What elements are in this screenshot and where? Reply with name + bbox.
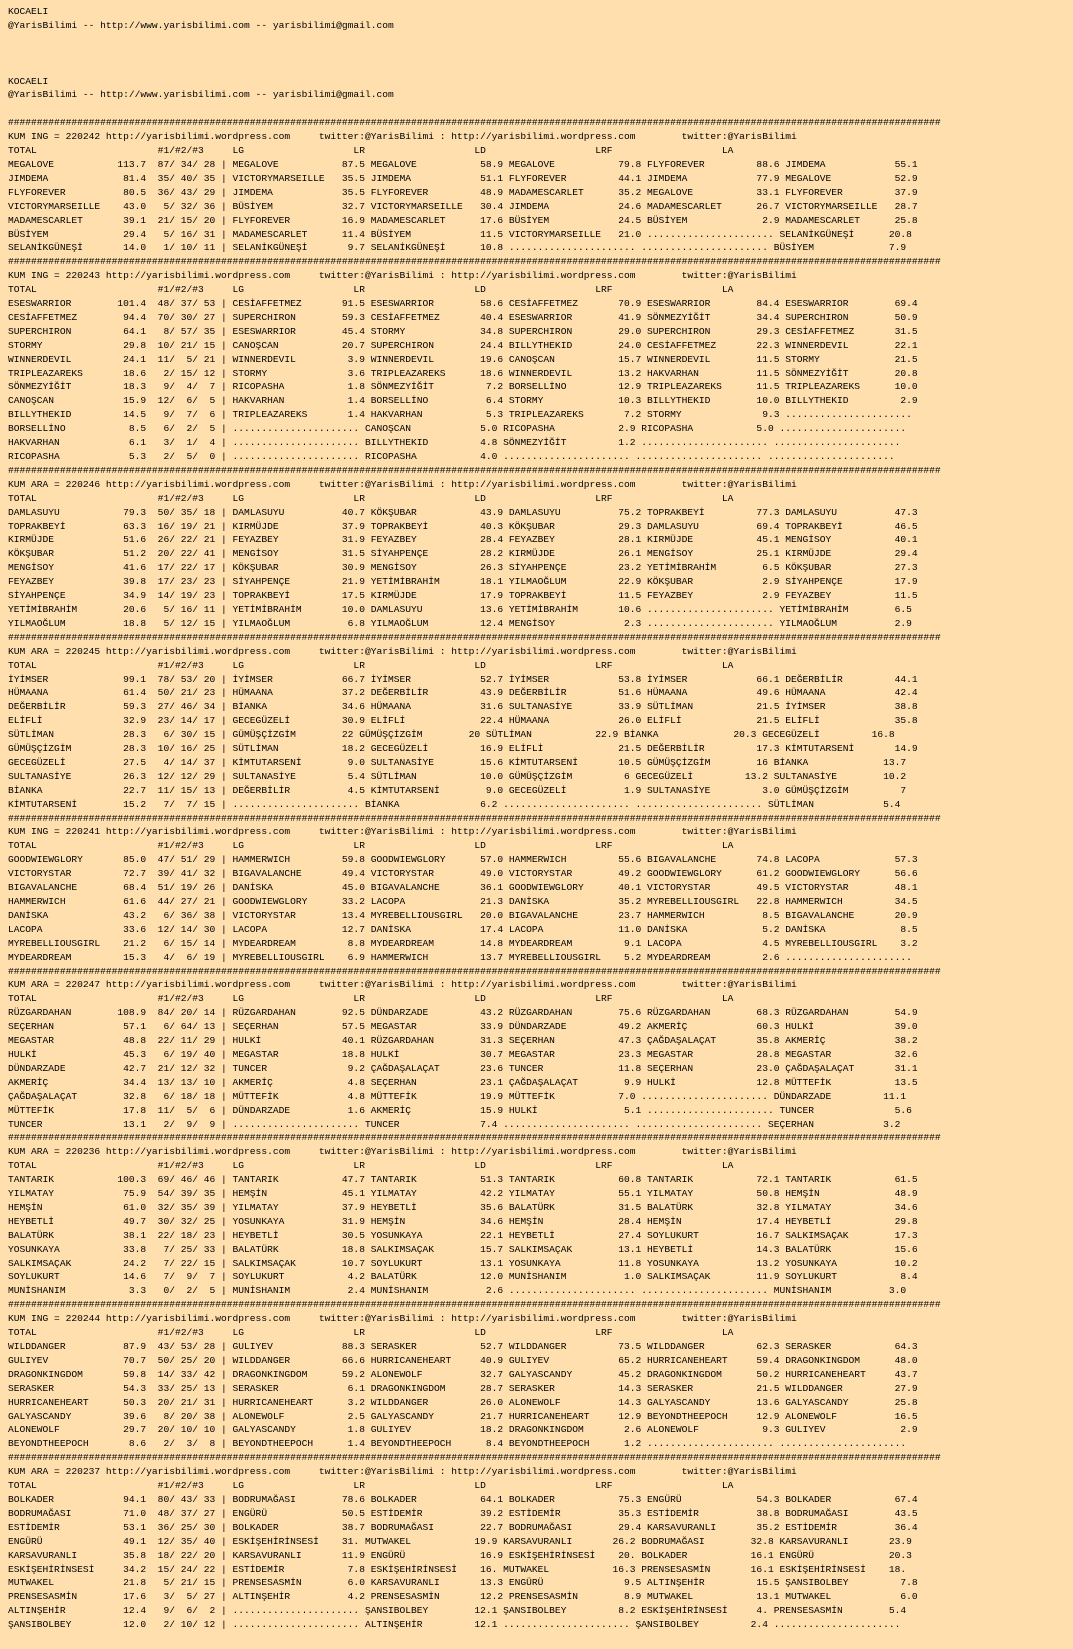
- result-row: STORMY 29.8 10/ 21/ 15 | CANOŞCAN 20.7 SUPERCHIRON 24.4 BILLYTHEKID 24.0 CESİAFFETMEZ 22.3 WINNERDEVIL 22.1: [8, 339, 918, 351]
- page-title: KOCAELI: [8, 75, 49, 87]
- race-header: KUM ING = 220243 http://yarisbilimi.wordpress.com twitter:@YarisBilimi : http://yarisbilimi.wordpress.com twitter:@YarisBilimi: [8, 270, 797, 282]
- result-row: MUTWAKEL 21.8 5/ 21/ 15 | PRENSESASMİN 6.0 KARSAVURANLI 13.3 ENGÜRÜ 9.5 ALTINŞEHİR 15.5 ŞANSIBOLBEY 7.8: [8, 1577, 918, 1589]
- section-divider: ##################################################################################################################################################################: [8, 1299, 941, 1311]
- section-divider: ##################################################################################################################################################################: [8, 256, 941, 268]
- race-header: KUM ING = 220242 http://yarisbilimi.wordpress.com twitter:@YarisBilimi : http://yarisbilimi.wordpress.com twitter:@YarisBilimi: [8, 131, 797, 143]
- result-row: SÖNMEZYİĞİT 18.3 9/ 4/ 7 | RICOPASHA 1.8 SÖNMEZYİĞİT 7.2 BORSELLİNO 12.9 TRIPLEAZAREKS 11.5 TRIPLEAZAREKS 10.0: [8, 381, 918, 393]
- result-row: BOLKADER 94.1 80/ 43/ 33 | BODRUMAĞASI 78.6 BOLKADER 64.1 BOLKADER 75.3 ENGÜRÜ 54.3 BOLKADER 67.4: [8, 1493, 918, 1505]
- result-row: ESESWARRIOR 101.4 48/ 37/ 53 | CESİAFFETMEZ 91.5 ESESWARRIOR 58.6 CESİAFFETMEZ 70.9 ESESWARRIOR 84.4 ESESWARRIOR 69.4: [8, 298, 918, 310]
- result-row: LACOPA 33.6 12/ 14/ 30 | LACOPA 12.7 DANİSKA 17.4 LACOPA 11.0 DANİSKA 5.2 DANİSKA 8.5: [8, 923, 918, 935]
- result-row: RICOPASHA 5.3 2/ 5/ 0 | ...................... RICOPASHA 4.0 ...................... ...................... ......................: [8, 451, 895, 462]
- result-row: HEMŞİN 61.0 32/ 35/ 39 | YILMATAY 37.9 HEYBETLİ 35.6 BALATÜRK 31.5 BALATÜRK 32.8 YILMATAY 34.6: [8, 1201, 918, 1213]
- result-row: JIMDEMA 81.4 35/ 40/ 35 | VICTORYMARSEILLE 35.5 JIMDEMA 51.1 FLYFOREVER 44.1 JIMDEMA 77.9 MEGALOVE 52.9: [8, 172, 918, 184]
- result-row: FEYAZBEY 39.8 17/ 23/ 23 | SİYAHPENÇE 21.9 YETİMİBRAHİM 18.1 YILMAOĞLUM 22.9 KÖKŞUBAR 2.9 SİYAHPENÇE 17.9: [8, 576, 918, 588]
- section-divider: ##################################################################################################################################################################: [8, 1452, 941, 1464]
- result-row: HEYBETLİ 49.7 30/ 32/ 25 | YOSUNKAYA 31.9 HEMŞİN 34.6 HEMŞİN 28.4 HEMŞİN 17.4 HEYBETLİ 29.8: [8, 1215, 918, 1227]
- result-row: BORSELLİNO 8.5 6/ 2/ 5 | ...................... CANOŞCAN 5.0 RICOPASHA 2.9 RICOPASHA 5.0 ......................: [8, 423, 907, 435]
- contact-line: @YarisBilimi -- http://www.yarisbilimi.com -- yarisbilimi@gmail.com: [8, 89, 394, 101]
- result-row: SÜTLİMAN 28.3 6/ 30/ 15 | GÜMÜŞÇİZGİM 22 GÜMÜŞÇİZGİM 20 SÜTLİMAN 22.9 BİANKA 20.3 GECEGÜZELİ 16.8: [8, 729, 895, 741]
- result-row: TUNCER 13.1 2/ 9/ 9 | ...................... TUNCER 7.4 ...................... ...................... SEÇERHAN 3.2: [8, 1118, 901, 1130]
- result-row: MUNİSHANIM 3.3 0/ 2/ 5 | MUNİSHANIM 2.4 MUNİSHANIM 2.6 ...................... ...................... MUNİSHANIM 3.0: [8, 1285, 907, 1297]
- result-row: ÇAĞDAŞALAÇAT 32.8 6/ 18/ 18 | MÜTTEFİK 4.8 MÜTTEFİK 19.9 MÜTTEFİK 7.0 ...................... DÜNDARZADE 11.1: [8, 1090, 907, 1102]
- blank-line: [8, 61, 1065, 75]
- section-divider: ##################################################################################################################################################################: [8, 464, 941, 476]
- result-row: ALTINŞEHİR 12.4 9/ 6/ 2 | ...................... ŞANSIBOLBEY 12.1 ŞANSIBOLBEY 8.2 ESKİŞEHİRİNSESİ 4. PRENSESASMİN 5.4: [8, 1605, 907, 1617]
- result-row: SELANİKGÜNEŞİ 14.0 1/ 10/ 11 | SELANİKGÜNEŞİ 9.7 SELANİKGÜNEŞİ 10.8 ...................... ...................... BÜSİYEM 7.9: [8, 242, 907, 254]
- result-row: KIRMÜJDE 51.6 26/ 22/ 21 | FEYAZBEY 31.9 FEYAZBEY 28.4 FEYAZBEY 28.1 KIRMÜJDE 45.1 MENGİSOY 40.1: [8, 534, 918, 546]
- result-row: SEÇERHAN 57.1 6/ 64/ 13 | SEÇERHAN 57.5 MEGASTAR 33.9 DÜNDARZADE 49.2 AKMERİÇ 60.3 HULKİ 39.0: [8, 1021, 918, 1033]
- race-header: KUM ARA = 220237 http://yarisbilimi.wordpress.com twitter:@YarisBilimi : http://yarisbilimi.wordpress.com twitter:@YarisBilimi: [8, 1466, 797, 1478]
- result-row: MEGASTAR 48.8 22/ 11/ 29 | HULKİ 40.1 RÜZGARDAHAN 31.3 SEÇERHAN 47.3 ÇAĞDAŞALAÇAT 35.8 AKMERİÇ 38.2: [8, 1035, 918, 1047]
- result-row: FLYFOREVER 80.5 36/ 43/ 29 | JIMDEMA 35.5 FLYFOREVER 48.9 MADAMESCARLET 35.2 MEGALOVE 33.1 FLYFOREVER 37.9: [8, 186, 918, 198]
- race-header: KUM ING = 220241 http://yarisbilimi.wordpress.com twitter:@YarisBilimi : http://yarisbilimi.wordpress.com twitter:@YarisBilimi: [8, 826, 797, 838]
- column-header-row: TOTAL #1/#2/#3 LG LR LD LRF LA: [8, 284, 734, 296]
- result-row: DÜNDARZADE 42.7 21/ 12/ 32 | TUNCER 9.2 ÇAĞDAŞALAÇAT 23.6 TUNCER 11.8 SEÇERHAN 23.0 ÇAĞDAŞALAÇAT 31.1: [8, 1062, 918, 1074]
- result-row: SUPERCHIRON 64.1 8/ 57/ 35 | ESESWARRIOR 45.4 STORMY 34.8 SUPERCHIRON 29.0 SUPERCHIRON 29.3 CESİAFFETMEZ 31.5: [8, 325, 918, 337]
- result-row: KARSAVURANLI 35.8 18/ 22/ 20 | KARSAVURANLI 11.9 ENGÜRÜ 16.9 ESKİŞEHİRİNSESİ 20. BOLKADER 16.1 ENGÜRÜ 20.3: [8, 1549, 912, 1561]
- result-row: MEGALOVE 113.7 87/ 34/ 28 | MEGALOVE 87.5 MEGALOVE 58.9 MEGALOVE 79.8 FLYFOREVER 88.6 JIMDEMA 55.1: [8, 158, 918, 170]
- section-divider: ##################################################################################################################################################################: [8, 812, 941, 824]
- result-row: ELİFLİ 32.9 23/ 14/ 17 | GECEGÜZELİ 30.9 ELİFLİ 22.4 HÜMAANA 26.0 ELİFLİ 21.5 ELİFLİ 35.8: [8, 715, 918, 727]
- result-row: HURRICANEHEART 50.3 20/ 21/ 31 | HURRICANEHEART 3.2 WILDDANGER 26.0 ALONEWOLF 14.3 GALYASCANDY 13.6 GALYASCANDY 25.8: [8, 1396, 918, 1408]
- column-header-row: TOTAL #1/#2/#3 LG LR LD LRF LA: [8, 1480, 734, 1492]
- result-row: SALKIMSAÇAK 24.2 7/ 22/ 15 | SALKIMSAÇAK 10.7 SOYLUKURT 13.1 YOSUNKAYA 11.8 YOSUNKAYA 13.2 YOSUNKAYA 10.2: [8, 1257, 918, 1269]
- column-header-row: TOTAL #1/#2/#3 LG LR LD LRF LA: [8, 993, 734, 1005]
- race-header: KUM ARA = 220247 http://yarisbilimi.wordpress.com twitter:@YarisBilimi : http://yarisbilimi.wordpress.com twitter:@YarisBilimi: [8, 979, 797, 991]
- race-header: KUM ARA = 220246 http://yarisbilimi.wordpress.com twitter:@YarisBilimi : http://yarisbilimi.wordpress.com twitter:@YarisBilimi: [8, 478, 797, 490]
- section-divider: ##################################################################################################################################################################: [8, 1132, 941, 1144]
- result-row: BALATÜRK 38.1 22/ 18/ 23 | HEYBETLİ 30.5 YOSUNKAYA 22.1 HEYBETLİ 27.4 SOYLUKURT 16.7 SALKIMSAÇAK 17.3: [8, 1229, 918, 1241]
- result-row: CANOŞCAN 15.9 12/ 6/ 5 | HAKVARHAN 1.4 BORSELLİNO 6.4 STORMY 10.3 BILLYTHEKID 10.0 BILLYTHEKID 2.9: [8, 395, 918, 407]
- contact-line: @YarisBilimi -- http://www.yarisbilimi.com -- yarisbilimi@gmail.com: [8, 19, 394, 31]
- result-row: BEYONDTHEEPOCH 8.6 2/ 3/ 8 | BEYONDTHEEPOCH 1.4 BEYONDTHEEPOCH 8.4 BEYONDTHEEPOCH 1.2 ...................... ......................: [8, 1438, 907, 1450]
- page-title: KOCAELI: [8, 6, 49, 17]
- result-row: İYİMSER 99.1 78/ 53/ 20 | İYİMSER 66.7 İYİMSER 52.7 İYİMSER 53.8 İYİMSER 66.1 DEĞERBİLİR 44.1: [8, 673, 918, 685]
- column-header-row: TOTAL #1/#2/#3 LG LR LD LRF LA: [8, 145, 734, 157]
- column-header-row: TOTAL #1/#2/#3 LG LR LD LRF LA: [8, 1160, 734, 1172]
- result-row: CESİAFFETMEZ 94.4 70/ 30/ 27 | SUPERCHIRON 59.3 CESİAFFETMEZ 40.4 ESESWARRIOR 41.9 SÖNMEZYİĞİT 34.4 SUPERCHIRON 50.9: [8, 311, 918, 323]
- race-header: KUM ARA = 220245 http://yarisbilimi.wordpress.com twitter:@YarisBilimi : http://yarisbilimi.wordpress.com twitter:@YarisBilimi: [8, 645, 797, 657]
- result-row: ENGÜRÜ 49.1 12/ 35/ 40 | ESKİŞEHİRİNSESİ 31. MUTWAKEL 19.9 KARSAVURANLI 26.2 BODRUMAĞASI 32.8 KARSAVURANLI 23.9: [8, 1535, 912, 1547]
- result-row: GÜMÜŞÇİZGİM 28.3 10/ 16/ 25 | SÜTLİMAN 18.2 GECEGÜZELİ 16.9 ELİFLİ 21.5 DEĞERBİLİR 17.3 KİMTUTARSENİ 14.9: [8, 743, 918, 755]
- result-row: DRAGONKINGDOM 59.8 14/ 33/ 42 | DRAGONKINGDOM 59.2 ALONEWOLF 32.7 GALYASCANDY 45.2 DRAGONKINGDOM 50.2 HURRICANEHEART 43.7: [8, 1368, 918, 1380]
- result-row: SULTANASİYE 26.3 12/ 12/ 29 | SULTANASİYE 5.4 SÜTLİMAN 10.0 GÜMÜŞÇİZGİM 6 GECEGÜZELİ 13.2 SULTANASİYE 10.2: [8, 770, 907, 782]
- column-header-row: TOTAL #1/#2/#3 LG LR LD LRF LA: [8, 840, 734, 852]
- result-row: MYREBELLIOUSGIRL 21.2 6/ 15/ 14 | MYDEARDREAM 8.8 MYDEARDREAM 14.8 MYDEARDREAM 9.1 LACOPA 4.5 MYREBELLIOUSGIRL 3.2: [8, 937, 918, 949]
- result-row: HULKİ 45.3 6/ 19/ 40 | MEGASTAR 18.8 HULKİ 30.7 MEGASTAR 23.3 MEGASTAR 28.8 MEGASTAR 32.6: [8, 1048, 918, 1060]
- result-row: HAMMERWICH 61.6 44/ 27/ 21 | GOODWIEWGLORY 33.2 LACOPA 21.3 DANİSKA 35.2 MYREBELLIOUSGIRL 22.8 HAMMERWICH 34.5: [8, 896, 918, 907]
- result-row: BÜSİYEM 29.4 5/ 16/ 31 | MADAMESCARLET 11.4 BÜSİYEM 11.5 VICTORYMARSEILLE 21.0 ...................... SELANİKGÜNEŞİ 20.8: [8, 228, 912, 240]
- result-row: BİANKA 22.7 11/ 15/ 13 | DEĞERBİLİR 4.5 KİMTUTARSENİ 9.0 GECEGÜZELİ 1.9 SULTANASİYE 3.0 GÜMÜŞÇİZGİM 7: [8, 784, 907, 796]
- section-divider: ##################################################################################################################################################################: [8, 631, 941, 643]
- result-row: KİMTUTARSENİ 15.2 7/ 7/ 15 | ...................... BİANKA 6.2 ...................... ...................... SÜTLİMAN 5.4: [8, 798, 901, 810]
- race-header: KUM ING = 220244 http://yarisbilimi.wordpress.com twitter:@YarisBilimi : http://yarisbilimi.wordpress.com twitter:@YarisBilimi: [8, 1313, 797, 1325]
- result-row: SERASKER 54.3 33/ 25/ 13 | SERASKER 6.1 DRAGONKINGDOM 28.7 SERASKER 14.3 SERASKER 21.5 WILDDANGER 27.9: [8, 1382, 918, 1394]
- result-row: MYDEARDREAM 15.3 4/ 6/ 19 | MYREBELLIOUSGIRL 6.9 HAMMERWICH 13.7 MYREBELLIOUSGIRL 5.2 MYDEARDREAM 2.6 ......................: [8, 951, 912, 963]
- result-row: WINNERDEVIL 24.1 11/ 5/ 21 | WINNERDEVIL 3.9 WINNERDEVIL 19.6 CANOŞCAN 15.7 WINNERDEVIL 11.5 STORMY 21.5: [8, 353, 918, 365]
- result-row: KÖKŞUBAR 51.2 20/ 22/ 41 | MENGİSOY 31.5 SİYAHPENÇE 28.2 KIRMÜJDE 26.1 MENGİSOY 25.1 KIRMÜJDE 29.4: [8, 548, 918, 560]
- result-row: BODRUMAĞASI 71.0 48/ 37/ 27 | ENGÜRÜ 50.5 ESTİDEMİR 39.2 ESTİDEMİR 35.3 ESTİDEMİR 38.8 BODRUMAĞASI 43.5: [8, 1507, 918, 1519]
- result-row: DANİSKA 43.2 6/ 36/ 38 | VICTORYSTAR 13.4 MYREBELLIOUSGIRL 20.0 BIGAVALANCHE 23.7 HAMMERWICH 8.5 BIGAVALANCHE 20.9: [8, 909, 918, 921]
- section-divider: ##################################################################################################################################################################: [8, 117, 941, 129]
- section-divider: ##################################################################################################################################################################: [8, 965, 941, 977]
- result-row: DEĞERBİLİR 59.3 27/ 46/ 34 | BİANKA 34.6 HÜMAANA 31.6 SULTANASİYE 33.9 SÜTLİMAN 21.5 İYİMSER 38.8: [8, 701, 918, 713]
- result-row: GALYASCANDY 39.6 8/ 20/ 38 | ALONEWOLF 2.5 GALYASCANDY 21.7 HURRICANEHEART 12.9 BEYONDTHEEPOCH 12.9 ALONEWOLF 16.5: [8, 1410, 918, 1422]
- result-row: YETİMİBRAHİM 20.6 5/ 16/ 11 | YETİMİBRAHİM 10.0 DAMLASUYU 13.6 YETİMİBRAHİM 10.6 ...................... YETİMİBRAHİM 6.5: [8, 603, 912, 615]
- result-row: YILMAOĞLUM 18.8 5/ 12/ 15 | YILMAOĞLUM 6.8 YILMAOĞLUM 12.4 MENGİSOY 2.3 ...................... YILMAOĞLUM 2.9: [8, 617, 912, 629]
- result-row: TANTARIK 100.3 69/ 46/ 46 | TANTARIK 47.7 TANTARIK 51.3 TANTARIK 60.8 TANTARIK 72.1 TANTARIK 61.5: [8, 1174, 918, 1186]
- result-row: TOPRAKBEYİ 63.3 16/ 19/ 21 | KIRMÜJDE 37.9 TOPRAKBEYİ 40.3 KÖKŞUBAR 29.3 DAMLASUYU 69.4 TOPRAKBEYİ 46.5: [8, 520, 918, 532]
- result-row: HAKVARHAN 6.1 3/ 1/ 4 | ...................... BILLYTHEKID 4.8 SÖNMEZYİĞİT 1.2 ...................... ......................: [8, 437, 901, 449]
- result-row: GECEGÜZELİ 27.5 4/ 14/ 37 | KİMTUTARSENİ 9.0 SULTANASİYE 15.6 KİMTUTARSENİ 10.5 GÜMÜŞÇİZGİM 16 BİANKA 13.7: [8, 756, 907, 768]
- result-row: VICTORYSTAR 72.7 39/ 41/ 32 | BIGAVALANCHE 49.4 VICTORYSTAR 49.0 VICTORYSTAR 49.2 GOODWIEWGLORY 61.2 GOODWIEWGLORY 56.6: [8, 868, 918, 880]
- result-row: VICTORYMARSEILLE 43.0 5/ 32/ 36 | BÜSİYEM 32.7 VICTORYMARSEILLE 30.4 JIMDEMA 24.6 MADAMESCARLET 26.7 VICTORYMARSEILLE 28.7: [8, 200, 918, 212]
- result-row: BIGAVALANCHE 68.4 51/ 19/ 26 | DANİSKA 45.0 BIGAVALANCHE 36.1 GOODWIEWGLORY 40.1 VICTORYSTAR 49.5 VICTORYSTAR 48.1: [8, 882, 918, 894]
- blank-line: [8, 33, 1065, 47]
- result-row: PRENSESASMİN 17.6 3/ 5/ 27 | ALTINŞEHİR 4.2 PRENSESASMİN 12.2 PRENSESASMİN 8.9 MUTWAKEL 13.1 MUTWAKEL 6.0: [8, 1591, 918, 1603]
- result-row: ESKİŞEHİRİNSESİ 34.2 15/ 24/ 22 | ESTİDEMİR 7.8 ESKİŞEHİRİNSESİ 16. MUTWAKEL 16.3 PRENSESASMİN 16.1 ESKİŞEHİRİNSESİ 18.: [8, 1563, 907, 1575]
- race-header: KUM ARA = 220236 http://yarisbilimi.wordpress.com twitter:@YarisBilimi : http://yarisbilimi.wordpress.com twitter:@YarisBilimi: [8, 1146, 797, 1158]
- result-row: RÜZGARDAHAN 108.9 84/ 20/ 14 | RÜZGARDAHAN 92.5 DÜNDARZADE 43.2 RÜZGARDAHAN 75.6 RÜZGARDAHAN 68.3 RÜZGARDAHAN 54.9: [8, 1007, 918, 1019]
- result-row: DAMLASUYU 79.3 50/ 35/ 18 | DAMLASUYU 40.7 KÖKŞUBAR 43.9 DAMLASUYU 75.2 TOPRAKBEYİ 77.3 DAMLASUYU 47.3: [8, 506, 918, 518]
- result-row: BILLYTHEKID 14.5 9/ 7/ 6 | TRIPLEAZAREKS 1.4 HAKVARHAN 5.3 TRIPLEAZAREKS 7.2 STORMY 9.3 ......................: [8, 409, 912, 421]
- result-row: AKMERİÇ 34.4 13/ 13/ 10 | AKMERİÇ 4.8 SEÇERHAN 23.1 ÇAĞDAŞALAÇAT 9.9 HULKİ 12.8 MÜTTEFİK 13.5: [8, 1076, 918, 1088]
- result-row: YOSUNKAYA 33.8 7/ 25/ 33 | BALATÜRK 18.8 SALKIMSAÇAK 15.7 SALKIMSAÇAK 13.1 HEYBETLİ 14.3 BALATÜRK 15.6: [8, 1243, 918, 1255]
- result-row: TRIPLEAZAREKS 18.6 2/ 15/ 12 | STORMY 3.6 TRIPLEAZAREKS 18.6 WINNERDEVIL 13.2 HAKVARHAN 11.5 SÖNMEZYİĞİT 20.8: [8, 367, 918, 379]
- column-header-row: TOTAL #1/#2/#3 LG LR LD LRF LA: [8, 492, 734, 504]
- result-row: MADAMESCARLET 39.1 21/ 15/ 20 | FLYFOREVER 16.9 MADAMESCARLET 17.6 BÜSİYEM 24.5 BÜSİYEM 2.9 MADAMESCARLET 25.8: [8, 214, 918, 226]
- column-header-row: TOTAL #1/#2/#3 LG LR LD LRF LA: [8, 1327, 734, 1339]
- result-row: WILDDANGER 87.9 43/ 53/ 28 | GULIYEV 88.3 SERASKER 52.7 WILDDANGER 73.5 WILDDANGER 62.3 SERASKER 64.3: [8, 1341, 918, 1352]
- result-row: GULIYEV 70.7 50/ 25/ 20 | WILDDANGER 66.6 HURRICANEHEART 40.9 GULIYEV 65.2 HURRICANEHEART 59.4 DRAGONKINGDOM 48.0: [8, 1354, 918, 1366]
- result-row: MÜTTEFİK 17.8 11/ 5/ 6 | DÜNDARZADE 1.6 AKMERİÇ 15.9 HULKİ 5.1 ...................... TUNCER 5.6: [8, 1104, 912, 1116]
- result-row: MENGİSOY 41.6 17/ 22/ 17 | KÖKŞUBAR 30.9 MENGİSOY 26.3 SİYAHPENÇE 23.2 YETİMİBRAHİM 6.5 KÖKŞUBAR 27.3: [8, 562, 918, 574]
- result-row: GOODWIEWGLORY 85.0 47/ 51/ 29 | HAMMERWICH 59.8 GOODWIEWGLORY 57.0 HAMMERWICH 55.6 BIGAVALANCHE 74.8 LACOPA 57.3: [8, 854, 918, 866]
- result-row: SOYLUKURT 14.6 7/ 9/ 7 | SOYLUKURT 4.2 BALATÜRK 12.0 MUNİSHANIM 1.0 SALKIMSAÇAK 11.9 SOYLUKURT 8.4: [8, 1271, 918, 1283]
- result-row: SİYAHPENÇE 34.9 14/ 19/ 23 | TOPRAKBEYİ 17.5 KIRMÜJDE 17.9 TOPRAKBEYİ 11.5 FEYAZBEY 2.9 FEYAZBEY 11.5: [8, 590, 918, 602]
- result-row: ŞANSIBOLBEY 12.0 2/ 10/ 12 | ...................... ALTINŞEHİR 12.1 ...................... ŞANSIBOLBEY 2.4 ......................: [8, 1619, 901, 1631]
- blank-line: [8, 47, 1065, 61]
- result-row: ESTİDEMİR 53.1 36/ 25/ 30 | BOLKADER 38.7 BODRUMAĞASI 22.7 BODRUMAĞASI 29.4 KARSAVURANLI 35.2 ESTİDEMİR 36.4: [8, 1521, 918, 1533]
- result-row: ALONEWOLF 29.7 20/ 10/ 10 | GALYASCANDY 1.8 GULIYEV 18.2 DRAGONKINGDOM 2.6 ALONEWOLF 9.3 GULIYEV 2.9: [8, 1424, 918, 1436]
- blank-line: [8, 102, 1065, 116]
- column-header-row: TOTAL #1/#2/#3 LG LR LD LRF LA: [8, 659, 734, 671]
- result-row: HÜMAANA 61.4 50/ 21/ 23 | HÜMAANA 37.2 DEĞERBİLİR 43.9 DEĞERBİLİR 51.6 HÜMAANA 49.6 HÜMAANA 42.4: [8, 687, 918, 699]
- result-row: YILMATAY 75.9 54/ 39/ 35 | HEMŞİN 45.1 YILMATAY 42.2 YILMATAY 55.1 YILMATAY 50.8 HEMŞİN 48.9: [8, 1188, 918, 1200]
